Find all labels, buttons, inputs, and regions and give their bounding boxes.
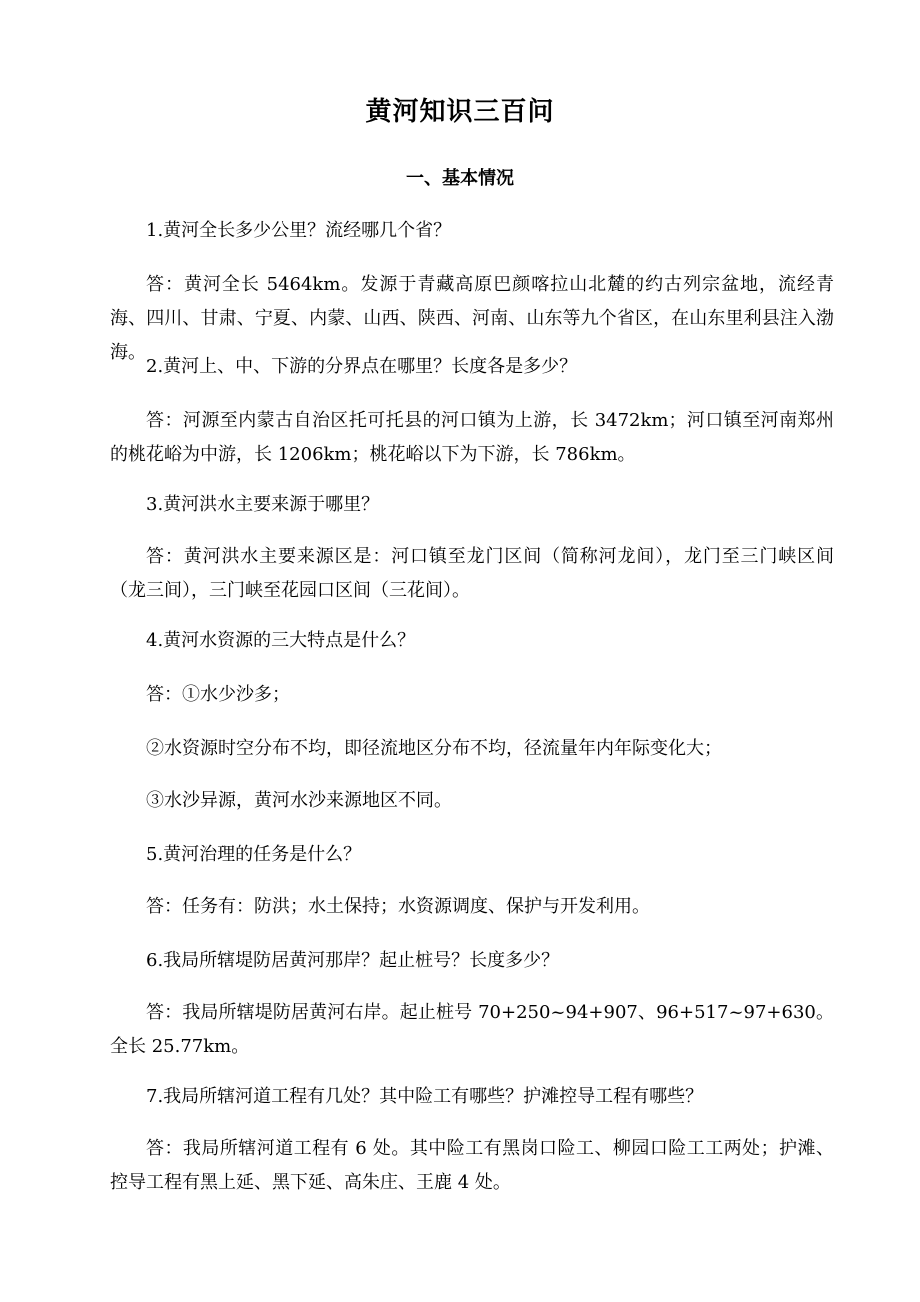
page-title: 黄河知识三百问 [365, 97, 555, 127]
question-paragraph: 4.黄河水资源的三大特点是什么？ [146, 630, 416, 651]
answer-paragraph: 答：河源至内蒙古自治区托可托县的河口镇为上游，长 3472km；河口镇至河南郑州的桃花峪为中游，长 1206km；桃花峪以下为下游，长 786km。 [110, 410, 834, 465]
question-paragraph: 7.我局所辖河道工程有几处？其中险工有哪些？护滩控导工程有哪些？ [146, 1086, 704, 1107]
question-paragraph: 3.黄河洪水主要来源于哪里？ [146, 494, 380, 515]
answer-paragraph: 答：黄河洪水主要来源区是：河口镇至龙门区间（简称河龙间），龙门至三门峡区间（龙三间），三门峡至花园口区间（三花间）。 [110, 546, 834, 601]
answer-paragraph: 答：黄河全长 5464km。发源于青藏高原巴颜喀拉山北麓的约古列宗盆地，流经青海、四川、甘肃、宁夏、内蒙、山西、陕西、河南、山东等九个省区，在山东里利县注入渤海。 [110, 274, 834, 363]
answer-paragraph: ②水资源时空分布不均，即径流地区分布不均，径流量年内年际变化大； [146, 738, 722, 759]
answer-paragraph: 答：我局所辖堤防居黄河右岸。起止桩号 70+250~94+907、96+517~97+630。全长 25.77km。 [110, 1002, 834, 1057]
answer-paragraph: 答：①水少沙多； [146, 684, 290, 705]
section-heading: 一、基本情况 [406, 168, 514, 189]
question-paragraph: 2.黄河上、中、下游的分界点在哪里？长度各是多少？ [146, 356, 578, 377]
answer-paragraph: 答：我局所辖河道工程有 6 处。其中险工有黑岗口险工、柳园口险工工两处；护滩、控导工程有黑上延、黑下延、高朱庄、王鹿 4 处。 [110, 1138, 834, 1193]
answer-paragraph: 答：任务有：防洪；水土保持；水资源调度、保护与开发利用。 [146, 896, 650, 917]
answer-paragraph: ③水沙异源，黄河水沙来源地区不同。 [146, 790, 452, 811]
question-paragraph: 1.黄河全长多少公里？流经哪几个省？ [146, 220, 452, 241]
question-paragraph: 5.黄河治理的任务是什么？ [146, 844, 362, 865]
question-paragraph: 6.我局所辖堤防居黄河那岸？起止桩号？长度多少？ [146, 950, 560, 971]
